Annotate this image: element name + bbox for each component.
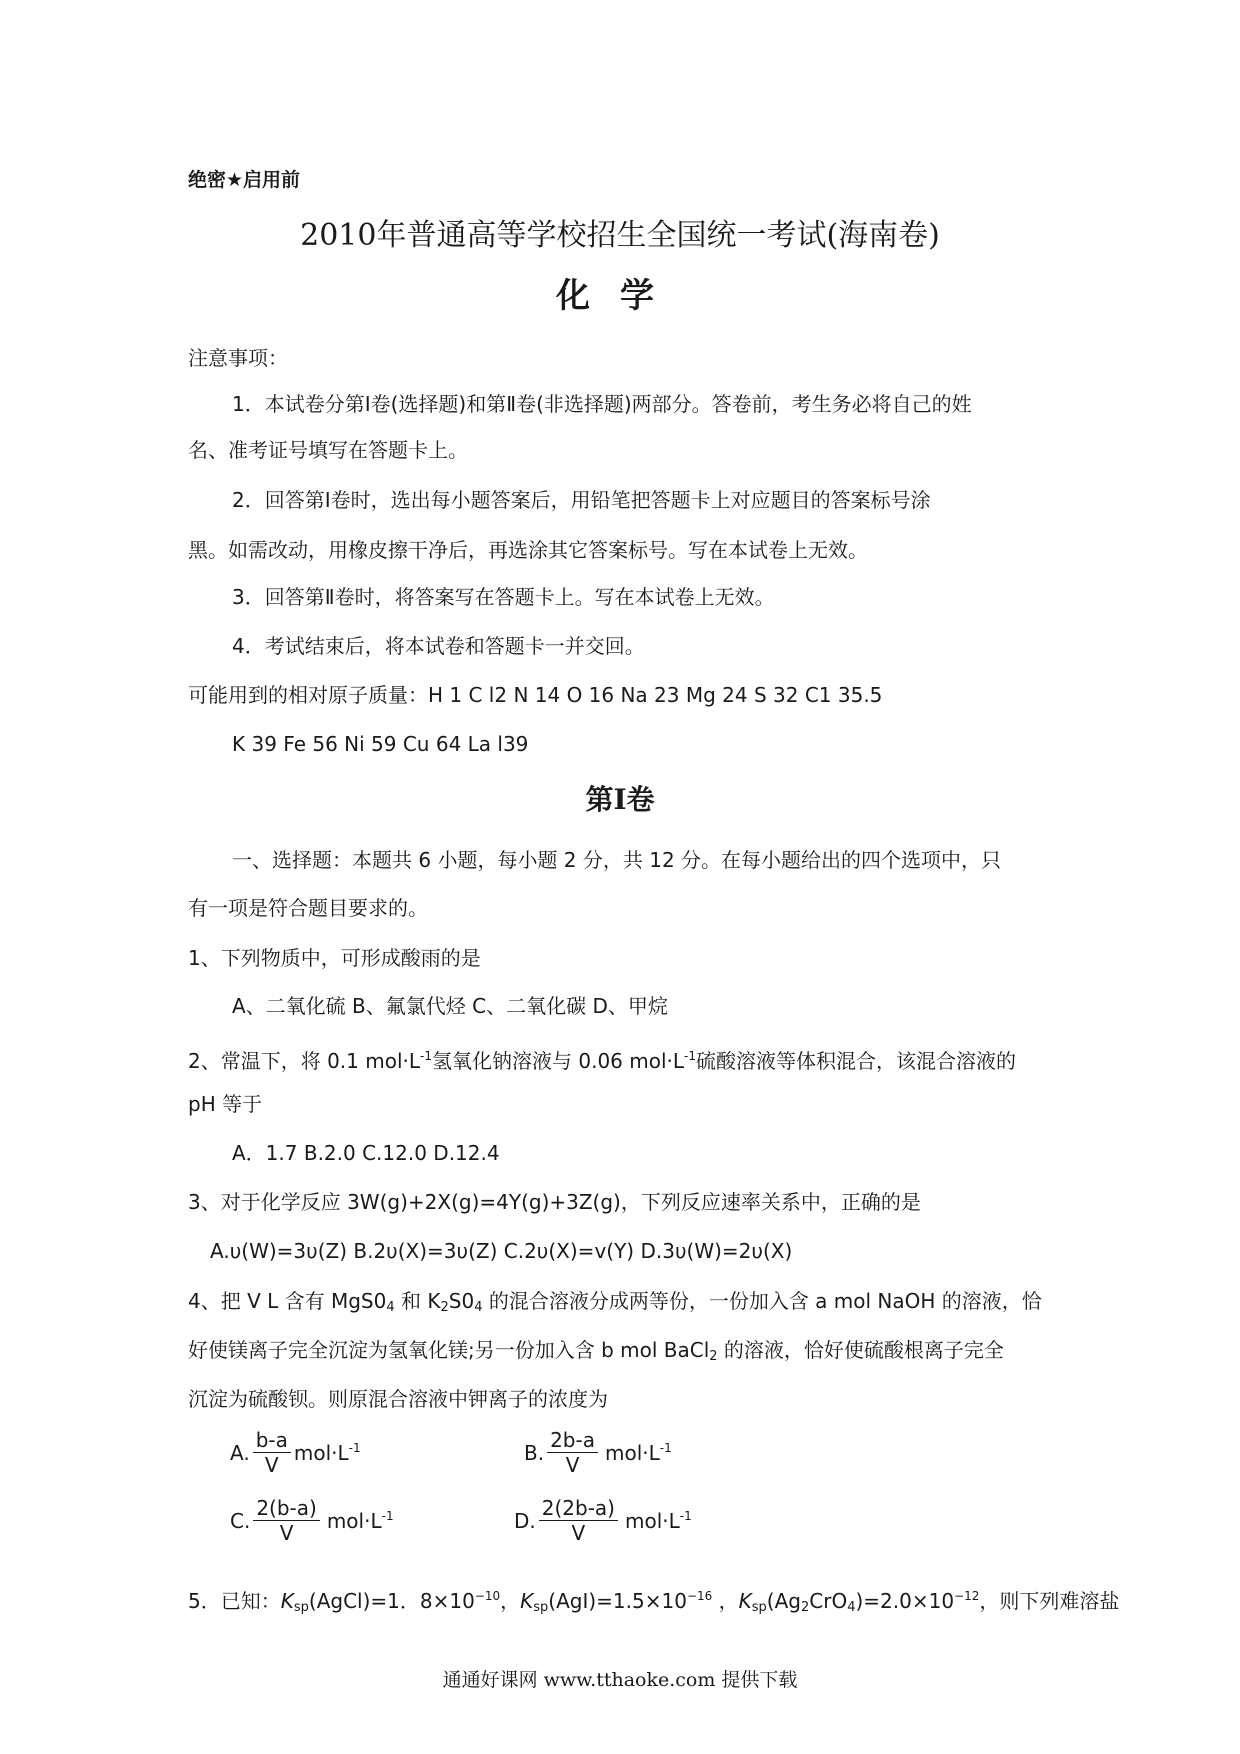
notice-item-2-line-1: 2．回答第Ⅰ卷时，选出每小题答案后，用铅笔把答题卡上对应题目的答案标号涂 (232, 488, 931, 512)
notice-item-3: 3．回答第Ⅱ卷时，将答案写在答题卡上。写在本试卷上无效。 (232, 585, 775, 609)
atomic-masses-line-1: 可能用到的相对原子质量：H 1 C l2 N 14 O 16 Na 23 Mg 24 S 32 C1 35.5 (188, 683, 883, 707)
page-footer: 通通好课网 www.tthaoke.com 提供下载 (442, 1669, 798, 1691)
notice-item-2-line-2: 黑。如需改动，用橡皮擦干净后，再选涂其它答案标号。写在本试卷上无效。 (188, 538, 868, 562)
question-2-options: A．1.7 B.2.0 C.12.0 D.12.4 (232, 1141, 500, 1165)
question-4-stem-line-2: 好使镁离子完全沉淀为氢氧化镁;另一份加入含 b mol BaCl$_2$ 的溶液，恰好使硫酸根离子完全 (188, 1338, 1004, 1364)
question-4-option-a: A. $\frac{b-a}{V}$ $mol\cdot L^{-1}$ (230, 1428, 361, 1477)
part-1-heading: 第Ⅰ卷 (585, 783, 655, 816)
question-4-option-d: D. $\frac{2(2b-a)}{V}$ $mol\cdot L^{-1}$ (514, 1496, 692, 1545)
question-4-stem-line-3: 沉淀为硫酸钡。则原混合溶液中钾离子的浓度为 (188, 1387, 608, 1411)
question-1-stem: 1、下列物质中，可形成酸雨的是 (188, 946, 481, 970)
notice-item-1-line-2: 名、准考证号填写在答题卡上。 (188, 438, 468, 462)
question-3-stem: 3、对于化学反应 3W(g)+2X(g)=4Y(g)+3Z(g)，下列反应速率关系中，正确的是 (188, 1190, 921, 1214)
confidential-label: 绝密★启用前 (188, 169, 301, 191)
question-2-stem-line-2: pH 等于 (188, 1092, 263, 1116)
exam-title: 2010年普通高等学校招生全国统一考试(海南卷) (300, 218, 940, 253)
question-1-options: A、二氧化硫 B、氟氯代烃 C、二氧化碳 D、甲烷 (232, 994, 668, 1018)
question-4-option-c: C. $\frac{2(b-a)}{V}$ $mol\cdot L^{-1}$ (230, 1496, 394, 1545)
fraction: $\frac{2(b-a)}{V}$ (253, 1496, 320, 1545)
fraction: $\frac{2(2b-a)}{V}$ (539, 1496, 618, 1545)
notice-item-4: 4．考试结束后，将本试卷和答题卡一并交回。 (232, 634, 645, 658)
subject-title: 化学 (556, 276, 684, 316)
question-5-stem: 5．已知：$K_{sp}(AgCl)=1$．$8\times 10^{-10}$，$K_{sp}(AgI)=1.5\times 10^{-16}$ ，$K_{sp}(Ag_2CrO_4)=2.0\times 10^{-12}$，则下列难溶盐 (188, 1589, 1120, 1615)
question-2-stem-line-1: 2、常温下，将 0.1 $mol\cdot L^{-1}$氢氧化钠溶液与 0.06 $mol\cdot L^{-1}$硫酸溶液等体积混合，该混合溶液的 (188, 1049, 1016, 1073)
question-4-stem-line-1: 4、把 V L 含有 $MgS0_4$ 和 $K_2S0_4$ 的混合溶液分成两等份，一份加入含 a mol NaOH 的溶液，恰 (188, 1289, 1042, 1315)
notice-heading: 注意事项： (188, 346, 288, 370)
notice-item-1-line-1: 1．本试卷分第Ⅰ卷(选择题)和第Ⅱ卷(非选择题)两部分。答卷前，考生务必将自己的姓 (232, 392, 972, 416)
fraction: $\frac{2b-a}{V}$ (547, 1428, 598, 1477)
atomic-masses-line-2: K 39 Fe 56 Ni 59 Cu 64 La l39 (232, 732, 529, 756)
section-intro-line-2: 有一项是符合题目要求的。 (188, 896, 428, 920)
fraction: $\frac{b-a}{V}$ (253, 1428, 291, 1477)
section-intro-line-1: 一、选择题：本题共 6 小题，每小题 2 分，共 12 分。在每小题给出的四个选项中，只 (232, 848, 1002, 872)
question-4-option-b: B. $\frac{2b-a}{V}$ $mol\cdot L^{-1}$ (524, 1428, 672, 1477)
question-3-options: A.υ(W)=3υ(Z) B.2υ(X)=3υ(Z) C.2υ(X)=v(Y) D.3υ(W)=2υ(X) (210, 1239, 793, 1263)
